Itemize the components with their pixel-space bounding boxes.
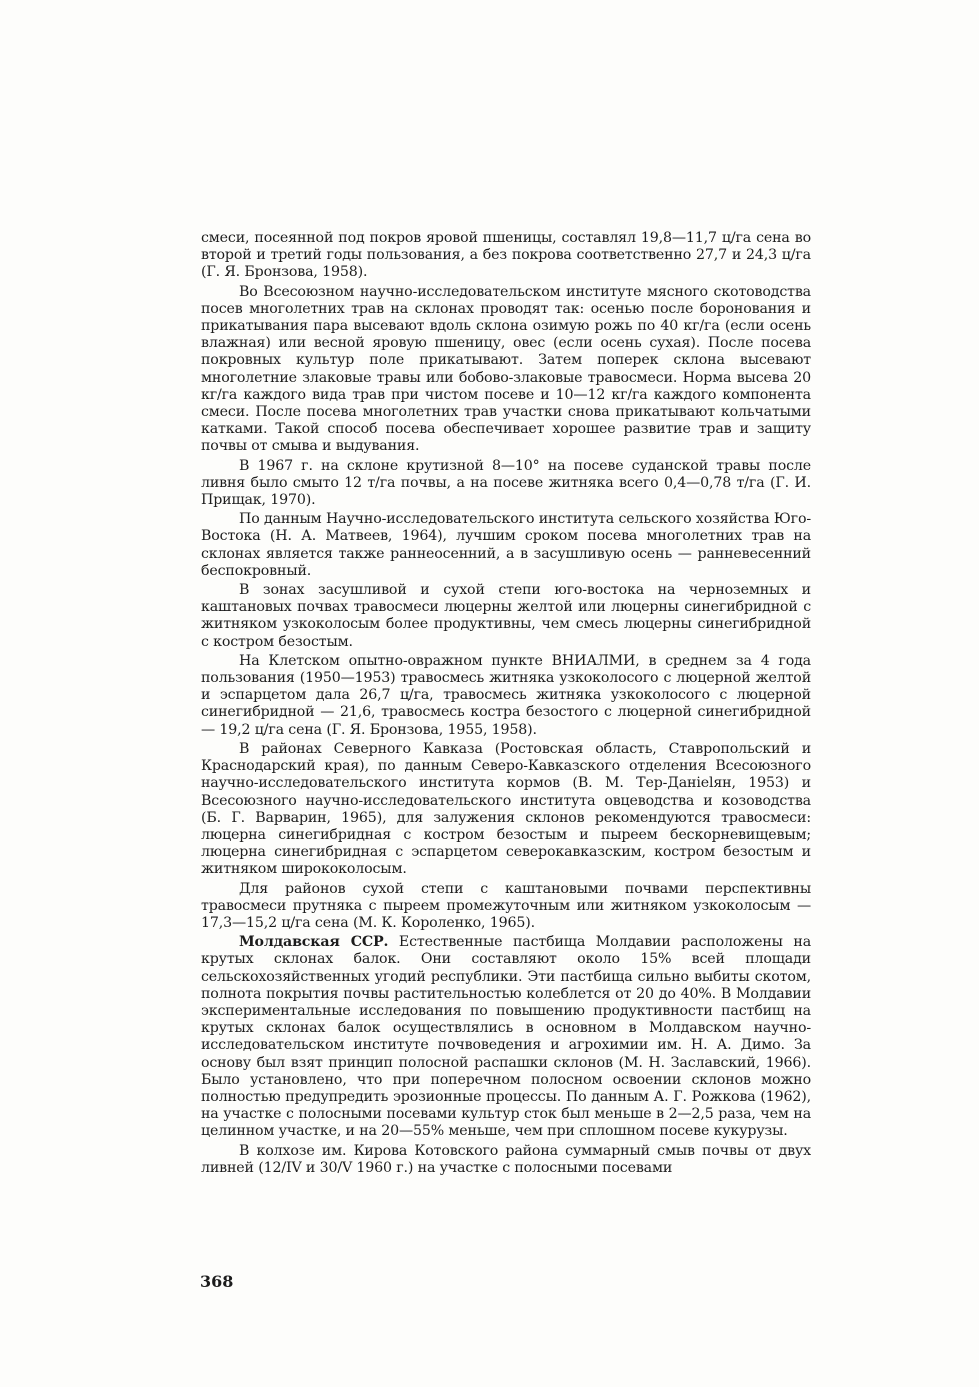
- paragraph: смеси, посеянной под покров яровой пшеницы, составлял 19,8—11,7 ц/га сена во второй и третий годы пользования, а без покрова соответственно 27,7 и 24,3 ц/га (Г. Я. Бронзова, 1958).: [201, 230, 811, 281]
- body-text: [201, 230, 811, 1179]
- paragraph: Молдавская ССР. Естественные пастбища Молдавии расположены на крутых склонах балок. Они составляют около 15% всей площади сельскохозяйственных угодий республики. Эти пастбища сильно выбиты скотом, полнота покрытия почвы растительностью колеблется от 20 до 40%. В Молдавии экспериментальные исследования по повышению продуктивности пастбищ на крутых склонах балок осуществлялись в основном в Молдавском научно-исследовательском институте почвоведения и агрохимии им. Н. А. Димо. За основу был взят принцип полосной распашки склонов (М. Н. Заславский, 1966). Было установлено, что при поперечном полосном освоении склонов можно полностью предупредить эрозионные процессы. По данным А. Г. Рожкова (1962), на участке с полосными посевами культур сток был меньше в 2—2,5 раза, чем на целинном участке, и на 20—55% меньше, чем при сплошном посеве кукурузы.: [201, 934, 811, 1140]
- section-heading-moldavia: Молдавская ССР.: [239, 934, 389, 951]
- paragraph: В колхозе им. Кирова Котовского района суммарный смыв почвы от двух ливней (12/IV и 30/V 1960 г.) на участке с полосными посевами: [201, 1142, 811, 1176]
- paragraph: В 1967 г. на склоне крутизной 8—10° на посеве суданской травы после ливня было смыто 12 т/га почвы, а на посеве житняка всего 0,4—0,78 т/га (Г. И. Прищак, 1970).: [201, 457, 811, 509]
- paragraph: В районах Северного Кавказа (Ростовская область, Ставропольский и Краснодарский края), по данным Северо-Кавказского отделения Всесоюзного научно-исследовательского института кормов (В. М. Тер-Данielян, 1953) и Всесоюзного научно-исследовательского института овцеводства и козоводства (Б. Г. Варварин, 1965), для залужения склонов рекомендуются травосмеси: люцерна синегибридная с костром безостым и пыреем бескорневищевым; люцерна синегибридная с эспарцетом северокавказским, костром безостым и житняком ширококолосым.: [201, 740, 811, 878]
- paragraph: На Клетском опытно-овражном пункте ВНИАЛМИ, в среднем за 4 года пользования (1950—1953) травосмесь житняка узкоколосого с люцерной желтой и эспарцетом дала 26,7 ц/га, травосмесь житняка узкоколосого с люцерной синегибридной — 21,6, травосмесь костра безостого с люцерной синегибридной — 19,2 ц/га сена (Г. Я. Бронзова, 1955, 1958).: [201, 652, 811, 738]
- page-number: 368: [200, 1272, 234, 1291]
- paragraph: Для районов сухой степи с каштановыми почвами перспективны травосмеси прутняка с пыреем промежуточным или житняком узкоколосым — 17,3—15,2 ц/га сена (М. К. Короленко, 1965).: [201, 880, 811, 931]
- paragraph: В зонах засушливой и сухой степи юго-востока на черноземных и каштановых почвах травосмеси люцерны желтой или люцерны синегибридной с житняком узкоколосым более продуктивны, чем смесь люцерны синегибридной с костром безостым.: [201, 582, 811, 650]
- paragraph: По данным Научно-исследовательского института сельского хозяйства Юго-Востока (Н. А. Матвеев, 1964), лучшим сроком посева многолетних трав на склонах является также раннеосенний, а в засушливую осень — ранневесенний беспокровный.: [201, 511, 811, 579]
- paragraph: Во Всесоюзном научно-исследовательском институте мясного скотоводства посев многолетних трав на склонах проводят так: осенью после боронования и прикатывания пара высевают вдоль склона озимую рожь по 40 кг/га (если осень влажная) или весной яровую пшеницу, овес (если осень сухая). После посева покровных культур поле прикатывают. Затем поперек склона высевают многолетние злаковые травы или бобово-злаковые травосмеси. Норма высева 20 кг/га каждого вида трав при чистом посеве и 10—12 кг/га каждого компонента смеси. После посева многолетних трав участки снова прикатывают кольчатыми катками. Такой способ посева обеспечивает хорошее развитие трав и защиту почвы от смыва и выдувания.: [201, 283, 811, 455]
